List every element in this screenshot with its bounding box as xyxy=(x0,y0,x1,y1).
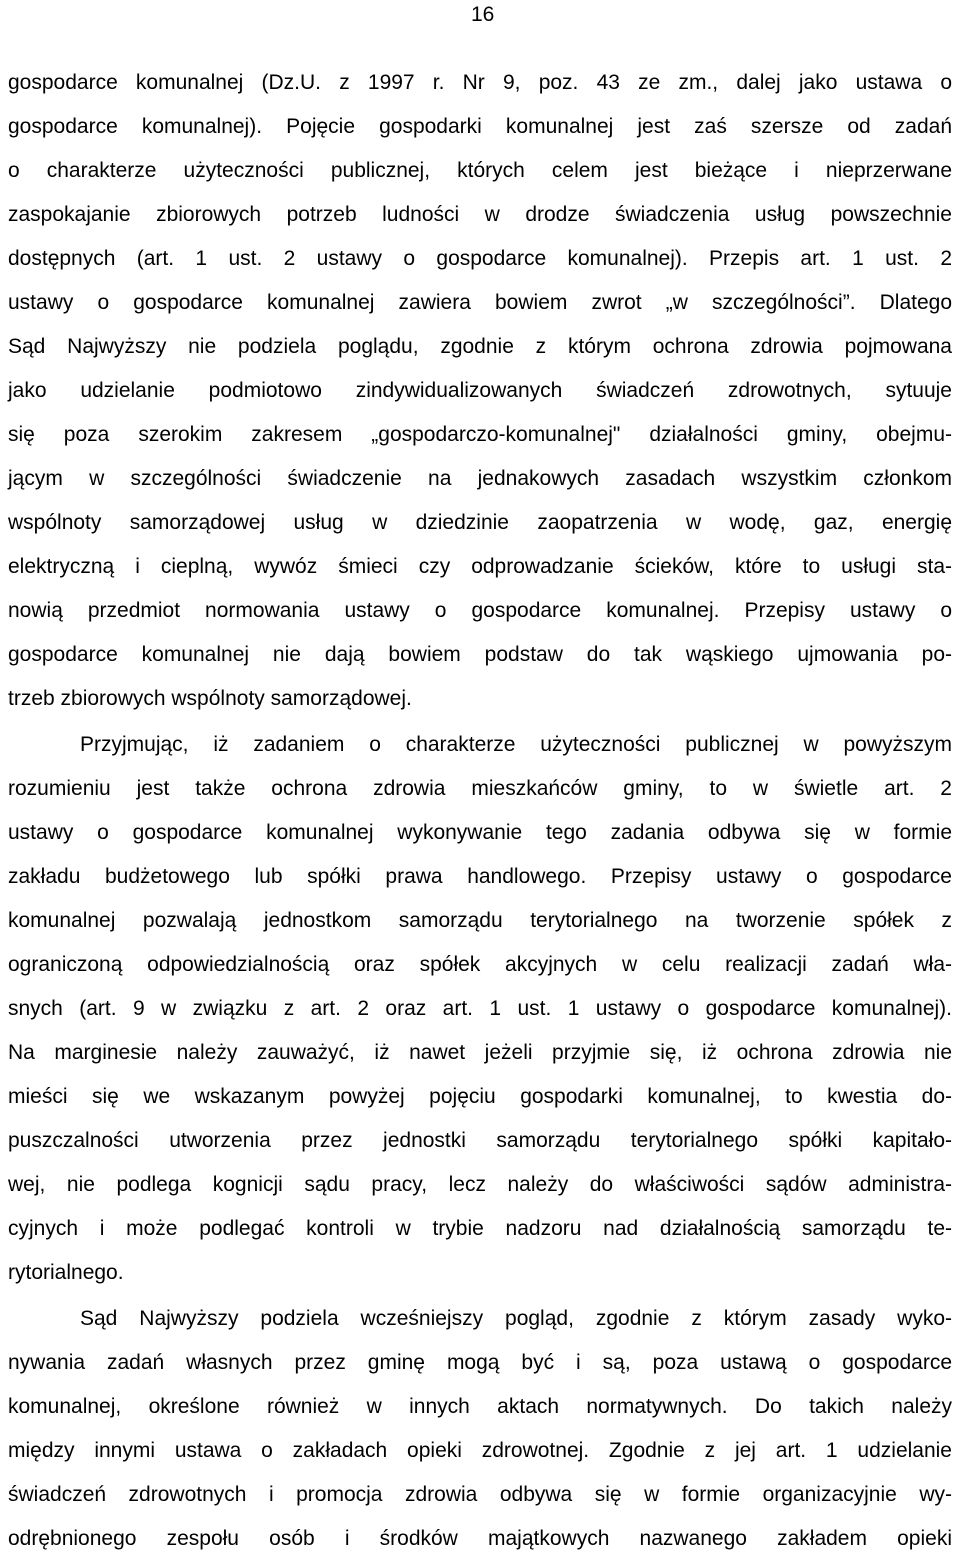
text-line: się poza szerokim zakresem „gospodarczo-komunalnej" działalności gminy, obejmu- xyxy=(8,423,952,446)
text-line: odrębnionego zespołu osób i środków majątkowych nazwanego zakładem opieki xyxy=(8,1527,952,1550)
text-line: dostępnych (art. 1 ust. 2 ustawy o gospodarce komunalnej). Przepis art. 1 ust. 2 xyxy=(8,247,952,270)
text-line: zakładu budżetowego lub spółki prawa handlowego. Przepisy ustawy o gospodarce xyxy=(8,865,952,888)
text-line: gospodarce komunalnej nie dają bowiem podstaw do tak wąskiego ujmowania po- xyxy=(8,643,952,666)
text-line: elektryczną i cieplną, wywóz śmieci czy odprowadzanie ścieków, które to usługi sta- xyxy=(8,555,952,578)
text-line: między innymi ustawa o zakładach opieki zdrowotnej. Zgodnie z jej art. 1 udzielanie xyxy=(8,1439,952,1462)
text-line: gospodarce komunalnej). Pojęcie gospodarki komunalnej jest zaś szersze od zadań xyxy=(8,115,952,138)
text-line: komunalnej pozwalają jednostkom samorządu terytorialnego na tworzenie spółek z xyxy=(8,909,952,932)
text-line: ograniczoną odpowiedzialnością oraz spółek akcyjnych w celu realizacji zadań wła- xyxy=(8,953,952,976)
text-line: Na marginesie należy zauważyć, iż nawet jeżeli przyjmie się, iż ochrona zdrowia nie xyxy=(8,1041,952,1064)
text-line: ustawy o gospodarce komunalnej zawiera bowiem zwrot „w szczególności”. Dlatego xyxy=(8,291,952,314)
paragraph-last-line: rytorialnego. xyxy=(8,1261,124,1284)
text-line: komunalnej, określone również w innych aktach normatywnych. Do takich należy xyxy=(8,1395,952,1418)
text-line: nywania zadań własnych przez gminę mogą być i są, poza ustawą o gospodarce xyxy=(8,1351,952,1374)
text-line: wspólnoty samorządowej usług w dziedzinie zaopatrzenia w wodę, gaz, energię xyxy=(8,511,952,534)
text-line: Sąd Najwyższy nie podziela poglądu, zgodnie z którym ochrona zdrowia pojmowana xyxy=(8,335,952,358)
text-line: jako udzielanie podmiotowo zindywidualizowanych świadczeń zdrowotnych, sytuuje xyxy=(8,379,952,402)
paragraph-first-line: Sąd Najwyższy podziela wcześniejszy pogląd, zgodnie z którym zasady wyko- xyxy=(80,1307,952,1330)
text-line: puszczalności utworzenia przez jednostki samorządu terytorialnego spółki kapitało- xyxy=(8,1129,952,1152)
text-line: cyjnych i może podlegać kontroli w trybie nadzoru nad działalnością samorządu te- xyxy=(8,1217,952,1240)
text-line: mieści się we wskazanym powyżej pojęciu gospodarki komunalnej, to kwestia do- xyxy=(8,1085,952,1108)
text-line: o charakterze użyteczności publicznej, których celem jest bieżące i nieprzerwane xyxy=(8,159,952,182)
text-line: świadczeń zdrowotnych i promocja zdrowia odbywa się w formie organizacyjnie wy- xyxy=(8,1483,952,1506)
paragraph-last-line: trzeb zbiorowych wspólnoty samorządowej. xyxy=(8,687,412,710)
text-line: gospodarce komunalnej (Dz.U. z 1997 r. Nr 9, poz. 43 ze zm., dalej jako ustawa o xyxy=(8,71,952,94)
text-line: nowią przedmiot normowania ustawy o gospodarce komunalnej. Przepisy ustawy o xyxy=(8,599,952,622)
text-line: snych (art. 9 w związku z art. 2 oraz art. 1 ust. 1 ustawy o gospodarce komunalnej). xyxy=(8,997,952,1020)
paragraph-first-line: Przyjmując, iż zadaniem o charakterze użyteczności publicznej w powyższym xyxy=(80,733,952,756)
text-line: wej, nie podlega kognicji sądu pracy, lecz należy do właściwości sądów administra- xyxy=(8,1173,952,1196)
text-line: rozumieniu jest także ochrona zdrowia mieszkańców gminy, to w świetle art. 2 xyxy=(8,777,952,800)
page-number: 16 xyxy=(471,3,495,26)
text-line: jącym w szczególności świadczenie na jednakowych zasadach wszystkim członkom xyxy=(8,467,952,490)
text-line: ustawy o gospodarce komunalnej wykonywanie tego zadania odbywa się w formie xyxy=(8,821,952,844)
text-line: zaspokajanie zbiorowych potrzeb ludności w drodze świadczenia usług powszechnie xyxy=(8,203,952,226)
